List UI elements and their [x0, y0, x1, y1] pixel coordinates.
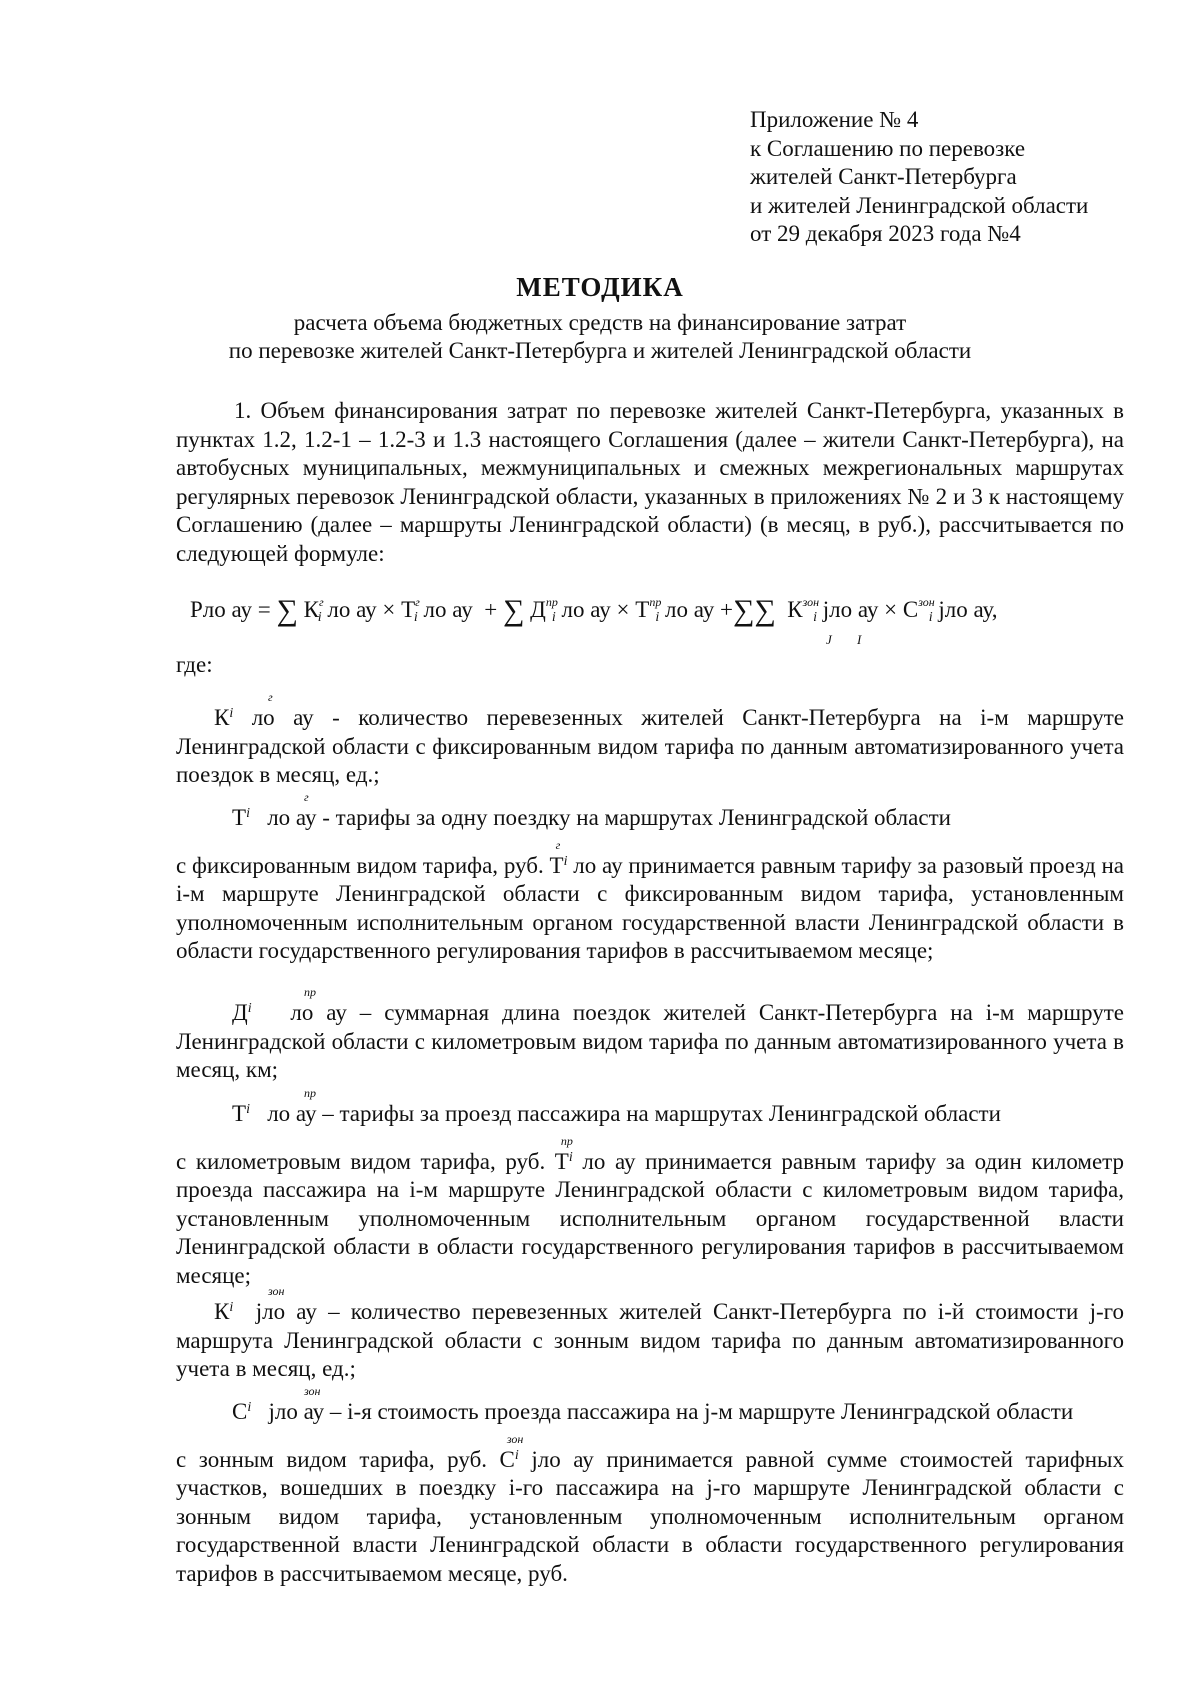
sup-pr: пр — [304, 1086, 316, 1100]
definition-k-text: ло ау - количество перевезенных жителей Санкт-Петербурга на i-м маршруте Ленинградской области с фиксированным видом тарифа по данным автоматизированного учета поездок в месяц, ед.; — [176, 705, 1124, 787]
where-label: где: — [176, 652, 213, 677]
symbol-d-lead — [232, 985, 316, 1025]
sup-pr: пр — [649, 595, 662, 609]
symbol-t: Т — [232, 805, 247, 830]
sup-zon: зон — [268, 1284, 285, 1298]
times-sign: × — [884, 597, 898, 622]
times-sign: × — [382, 597, 396, 622]
label-jlo-au-end: jло ау, — [938, 597, 998, 622]
definition-k — [176, 690, 1124, 790]
formula — [176, 590, 1124, 646]
annex-header — [750, 106, 1088, 249]
label-lo-au: ло ау — [423, 597, 473, 622]
definition-tp — [176, 1086, 1124, 1290]
symbol-k: К — [214, 1299, 230, 1324]
definition-t-text-2a: с фиксированным видом тарифа, руб. Т — [176, 852, 564, 878]
sup-zon: зон — [802, 595, 820, 609]
definition-c — [176, 1384, 1124, 1588]
symbol-c: С — [232, 1399, 248, 1424]
sup-i: i — [229, 1300, 234, 1315]
definition-t-text-2b: ло ау принимается равным тарифу за разовый проезд на i-м маршруте Ленинградской области с фиксированным видом тарифа, установленным уполномоченным исполнительным органом государственной власти Ленинградской области в области государственного регулирования тарифов в рассчитываемом месяце; — [176, 852, 1125, 963]
definition-d — [176, 985, 1125, 1085]
document-subtitle — [0, 309, 1200, 365]
sup-i: i — [246, 806, 250, 821]
definition-d-text: ло ау – суммарная длина поездок жителей Санкт-Петербурга на i-м маршруте Ленинградской области с километровым видом тарифа по данным автоматизированного учета в месяц, км; — [176, 1000, 1125, 1082]
sub-i: i — [655, 610, 660, 625]
symbol-k: К — [214, 705, 230, 730]
sup-g: г — [415, 595, 420, 609]
definition-c-text-2b: jло ау принимается равной сумме стоимостей тарифных участков, вошедших в поездку i-го пассажира на j-го маршруте Ленинградской области с зонным видом тарифа, установленным уполномоченным исполнительным органом государственной власти Ленинградской области в области государственного регулирования тарифов в рассчитываемом месяце, руб. — [176, 1446, 1124, 1586]
label-lo-au: ло ау — [327, 597, 377, 622]
sup-i: i — [514, 1447, 519, 1463]
sup-i: i — [568, 1149, 573, 1165]
sup-pr: пр — [545, 595, 558, 609]
sup-g: г — [268, 690, 273, 704]
sum-symbol-1: ∑ — [276, 594, 298, 627]
sup-zon: зон — [918, 595, 935, 609]
sub-i: i — [413, 610, 418, 625]
formula-lhs: Рло ау = — [190, 597, 271, 622]
subtitle-line-2: по перевозке жителей Санкт-Петербурга и жителей Ленинградской области — [228, 338, 972, 363]
sup-i: i — [247, 1400, 252, 1415]
symbol-c: С — [902, 597, 919, 622]
definition-tp-text-2a: с километровым видом тарифа, руб. Т — [176, 1148, 569, 1174]
formula-line — [190, 594, 997, 628]
symbol-tp-lead — [232, 1086, 316, 1126]
sup-pr: пр — [304, 985, 316, 999]
definition-c-text-1: jло ау – i-я стоимость проезда пассажира на j-м маршруте Ленинградской области — [268, 1399, 1074, 1424]
sub-i: i — [317, 610, 322, 625]
symbol-kz-lead — [214, 1284, 285, 1324]
annex-line-3: жителей Санкт-Петербурга — [750, 164, 1017, 189]
sup-g: г — [304, 790, 309, 804]
symbol-t-lead — [232, 790, 309, 830]
definition-kz-text: jло ау – количество перевезенных жителей Санкт-Петербурга по i-й стоимости j-го маршрута Ленинградской области с зонным видом тарифа по данным автоматизированного учета в месяц, ед.; — [176, 1299, 1124, 1381]
sup-pr: пр — [560, 1133, 573, 1148]
definition-t-text-1: ло ау - тарифы за одну поездку на маршрутах Ленинградской области — [267, 805, 951, 830]
sup-i: i — [247, 1001, 252, 1016]
annex-line-1: Приложение № 4 — [750, 107, 919, 132]
paragraph-1 — [176, 397, 1124, 568]
sum-index-j: J — [826, 632, 832, 647]
subtitle-line-1: расчета объема бюджетных средств на финансирование затрат — [293, 310, 907, 335]
symbol-d: Д — [232, 1000, 248, 1025]
times-sign: × — [616, 597, 630, 622]
sum-index-I: I — [857, 632, 862, 647]
definition-c-text-2a: с зонным видом тарифа, руб. С — [176, 1446, 515, 1472]
sup-zon: зон — [304, 1384, 321, 1398]
symbol-t: Т — [232, 1101, 247, 1126]
sum-symbol-3: ∑ — [732, 594, 755, 627]
symbol-c-lead — [232, 1384, 321, 1424]
label-jlo-au: jло ау — [822, 597, 879, 622]
annex-line-4: и жителей Ленинградской области — [750, 192, 1089, 218]
symbol-t: Т — [401, 597, 416, 622]
sup-i: i — [563, 853, 568, 869]
symbol-k: К — [787, 597, 803, 622]
symbol-d: Д — [530, 597, 546, 622]
definition-tp-text-1: ло ау – тарифы за проезд пассажира на маршрутах Ленинградской области — [267, 1101, 1001, 1126]
sub-i: i — [928, 610, 933, 625]
annex-line-2: к Соглашению по перевозке — [750, 135, 1026, 161]
document-title: МЕТОДИКА — [516, 272, 684, 302]
plus-sign: + — [720, 597, 733, 622]
label-lo-au: ло ау — [664, 597, 715, 622]
sum-symbol-4: ∑ — [754, 594, 776, 627]
sup-g: г — [319, 595, 324, 609]
label-lo-au: ло ау — [561, 597, 611, 622]
sum-symbol-2: ∑ — [503, 594, 525, 627]
definition-t — [176, 790, 1125, 966]
symbol-k: К — [303, 597, 320, 622]
definition-kz — [176, 1284, 1124, 1384]
annex-line-5: от 29 декабря 2023 года №4 — [750, 221, 1021, 246]
sup-g: г — [555, 837, 561, 852]
sup-i: i — [246, 1102, 250, 1117]
plus-sign: + — [484, 597, 498, 622]
symbol-t: Т — [635, 597, 650, 622]
paragraph-1-text: 1. Объем финансирования затрат по перевозке жителей Санкт-Петербурга, указанных в пунктах 1.2, 1.2-1 – 1.2-3 и 1.3 настоящего Соглашения (далее – жители Санкт-Петербурга), на автобусных муниципальных, межмуниципальных и смежных межрегиональных маршрутах регулярных перевозок Ленинградской области, указанных в приложениях № 2 и 3 к настоящему Соглашению (далее – маршруты Ленинградской области) (в месяц, в руб.), рассчитывается по следующей формуле: — [176, 398, 1124, 566]
sub-i: i — [813, 610, 817, 625]
sup-zon: зон — [506, 1431, 524, 1446]
definition-tp-text-2b: ло ау принимается равным тарифу за один километр проезда пассажира на i-м маршруте Ленинградской области с километровым видом тарифа, установленным уполномоченным исполнительным органом государственной власти Ленинградской области в области государственного регулирования тарифов в рассчитываемом месяце; — [176, 1148, 1124, 1288]
symbol-k-lead — [214, 690, 273, 730]
sub-i: i — [551, 610, 556, 625]
sup-i: i — [229, 706, 234, 721]
